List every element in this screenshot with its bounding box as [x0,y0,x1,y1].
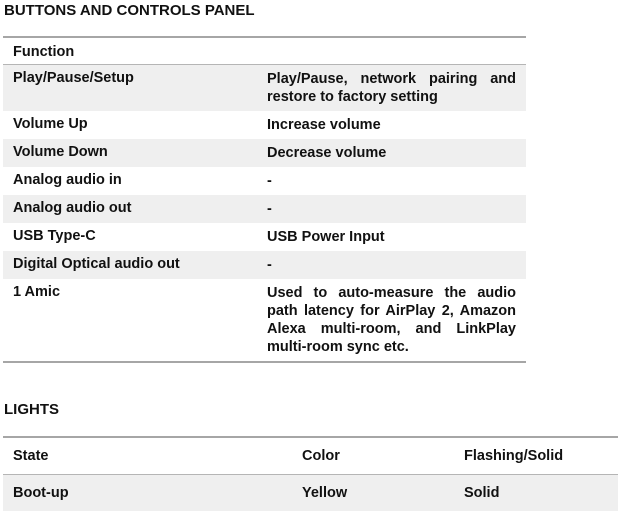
control-name: 1 Amic [13,283,61,300]
table-row [3,64,526,111]
header-flashing-solid: Flashing/Solid [454,437,618,475]
table-row [3,195,526,223]
control-desc: Decrease volume [267,144,387,161]
control-desc: - [267,256,272,273]
control-name: Analog audio out [13,199,132,216]
control-name: Volume Down [13,143,108,160]
buttons-controls-table [3,36,526,363]
control-desc: USB Power Input [267,228,385,245]
table-header-row [3,437,618,475]
table-row [3,251,526,279]
control-desc: - [267,200,272,217]
control-desc: Play/Pause, network pairing and restore to factory setting [267,70,516,105]
control-name: Volume Up [13,115,88,132]
control-desc: - [267,172,272,189]
header-state: State [3,437,292,475]
control-name: Play/Pause/Setup [13,69,134,86]
table-row [3,475,618,512]
lights-table [3,436,618,511]
table-row [3,223,526,251]
control-desc: Used to auto-measure the audio path latency for AirPlay 2, Amazon Alexa multi-room, and LinkPlay multi-room sync etc. [267,284,516,355]
header-function: Function [3,37,257,64]
table-row [3,167,526,195]
table-row [3,111,526,139]
control-name: USB Type-C [13,227,96,244]
table-header-row [3,37,526,64]
table-row [3,139,526,167]
light-state: Boot-up [13,485,69,501]
lights-title: LIGHTS [4,401,59,418]
control-desc: Increase volume [267,116,381,133]
table-row [3,279,526,362]
light-mode: Solid [464,485,500,501]
light-color: Yellow [302,485,348,501]
header-color: Color [292,437,454,475]
control-name: Analog audio in [13,171,122,188]
buttons-panel-title: BUTTONS AND CONTROLS PANEL [4,2,255,19]
control-name: Digital Optical audio out [13,255,180,272]
